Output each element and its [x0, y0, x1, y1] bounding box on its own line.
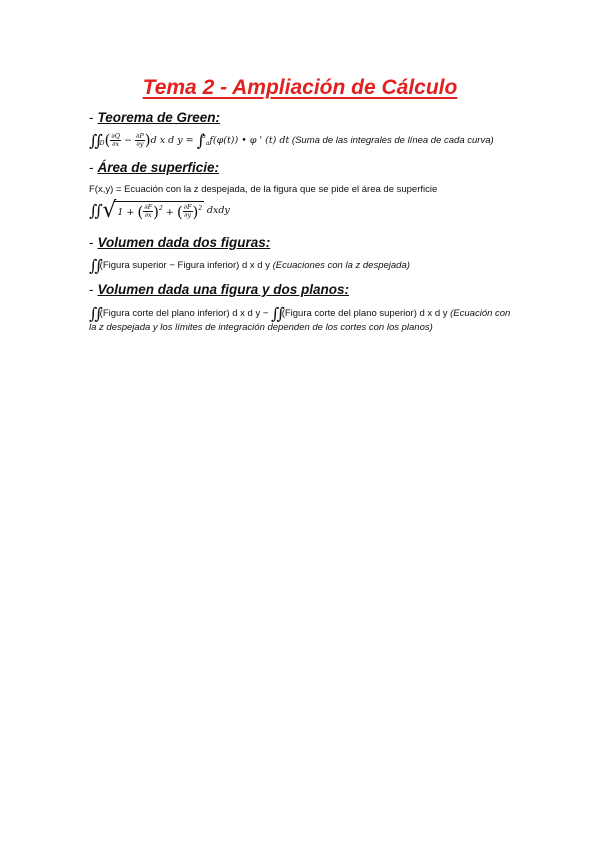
area-description: F(x,y) = Ecuación con la z despejada, de la figura que se pide el área de superficie	[89, 184, 438, 195]
fraction-df-dx: $\frac{\partial F}{\partial x}$	[144, 203, 153, 220]
domain-label: D	[99, 140, 105, 147]
page-title: Tema 2 - Ampliación de Cálculo	[142, 76, 458, 99]
lower-limit: a	[205, 140, 210, 147]
vol2-body: (Figura superior − Figura inferior) d x d y	[99, 260, 270, 271]
double-integral-symbol: ∫∫	[89, 201, 100, 221]
green-heading-text: Teorema de Green:	[97, 110, 221, 125]
green-formula: $\int\int_D$( $\frac{\partial Q}{\partial x}$ − $\frac{\partial P}{\partial y}$ )d x d y = ∫$^b_a$f(φ(t)) • φ ' (t) dt (Suma de las integrales de línea de cada curva)	[89, 131, 494, 150]
vol2-formula	[89, 256, 410, 275]
bullet-dash: -	[89, 110, 94, 125]
vol2-note: (Ecuaciones con la z despejada)	[272, 260, 410, 271]
area-formula	[89, 198, 230, 223]
double-integral-symbol: ∫∫	[271, 304, 282, 323]
minus-sign: −	[121, 135, 136, 146]
area-tail: dxdy	[206, 205, 230, 217]
area-heading-text: Área de superficie:	[97, 160, 220, 175]
one-plus: 1 +	[117, 206, 138, 218]
plus-sign: +	[162, 206, 177, 218]
upper-limit: b	[201, 133, 206, 140]
vol-planes-note2: la z despejada y los límites de integración dependen de los cortes con los planos)	[89, 322, 433, 333]
green-end: f(φ(t)) • φ ' (t) dt	[209, 135, 290, 146]
fraction-dq-dx: $\frac{\partial Q}{\partial x}$	[111, 131, 121, 148]
area-heading	[89, 160, 219, 175]
fraction-df-dy: $\frac{\partial F}{\partial y}$	[183, 203, 192, 220]
vol-planes-heading	[89, 282, 349, 297]
green-note: (Suma de las integrales de línea de cada curva)	[291, 135, 494, 146]
green-mid: d x d y =	[150, 135, 197, 146]
double-integral-symbol: ∫∫	[89, 131, 100, 150]
green-heading	[89, 110, 220, 125]
exponent: 2	[158, 204, 163, 212]
bullet-dash: -	[89, 235, 94, 250]
double-integral-symbol: ∫∫	[89, 256, 100, 275]
square-root: √1 + ( $\frac{\partial F}{\partial x}$ )$^2$ + ( $\frac{\partial F}{\partial y}$ )$^2$	[102, 198, 203, 223]
bullet-dash: -	[89, 160, 94, 175]
line-integral-symbol: ∫	[196, 131, 202, 150]
exponent: 2	[198, 204, 203, 212]
vol-planes-note1: (Ecuación con	[450, 308, 511, 319]
vol-planes-body1: (Figura corte del plano inferior) d x d y −	[99, 308, 272, 319]
fraction-dp-dy: $\frac{\partial P}{\partial y}$	[136, 131, 144, 148]
vol-planes-formula	[89, 304, 510, 323]
bullet-dash: -	[89, 282, 94, 297]
vol-planes-body2: (Figura corte del plano superior) d x d y	[281, 308, 451, 319]
double-integral-symbol: ∫∫	[89, 304, 100, 323]
vol2-heading-text: Volumen dada dos figuras:	[97, 235, 271, 250]
vol2-heading	[89, 235, 270, 250]
vol-planes-heading-text: Volumen dada una figura y dos planos:	[97, 282, 350, 297]
